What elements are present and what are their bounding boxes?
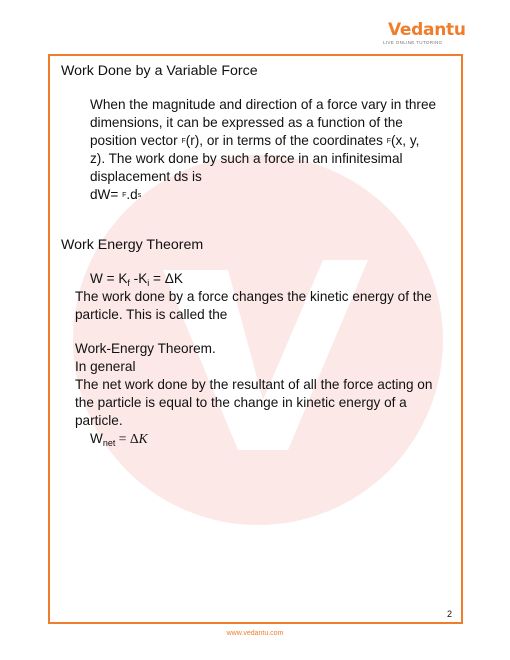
footer-url-link[interactable]: www.vedantu.com — [226, 630, 284, 637]
logo-tagline: LIVE ONLINE TUTORING — [383, 40, 443, 45]
vector-f: F — [122, 192, 127, 199]
paragraph-line: Work-Energy Theorem. — [75, 341, 216, 356]
vector-s: s — [137, 192, 142, 199]
paragraph-line: position vector F(r), or in terms of the coordinates F(x, y, — [90, 133, 420, 148]
paragraph-line: z). The work done by such a force in an infinitesimal — [90, 151, 403, 166]
net-work-equation: $W_{net} = \Delta K$ — [90, 431, 148, 448]
work-equation: dW= F.ds — [90, 187, 142, 202]
paragraph-line: displacement ds is — [90, 169, 202, 184]
logo-wordmark: Vedantu — [388, 20, 466, 40]
paragraph-line: particle. This is called the — [75, 307, 228, 322]
section-heading-variable-force: Work Done by a Variable Force — [61, 63, 258, 79]
section-heading-work-energy: Work Energy Theorem — [61, 237, 204, 253]
paragraph-line: dimensions, it can be expressed as a function of the — [90, 115, 403, 130]
work-energy-equation: $W = K_f$ $-K_i = \Delta K$ — [90, 271, 183, 288]
vector-f: F — [181, 138, 186, 145]
paragraph-line: In general — [75, 359, 136, 374]
paragraph-line: When the magnitude and direction of a force vary in three — [90, 97, 437, 112]
paragraph-line: The net work done by the resultant of all the force acting on — [75, 377, 433, 392]
paragraph-line: The work done by a force changes the kinetic energy of the — [75, 289, 432, 304]
page-number: 2 — [447, 609, 453, 619]
vedantu-logo — [382, 20, 466, 50]
vector-f: F — [386, 138, 391, 145]
paragraph-line: particle. — [75, 413, 123, 428]
paragraph-line: the particle is equal to the change in kinetic energy of a — [75, 395, 407, 410]
